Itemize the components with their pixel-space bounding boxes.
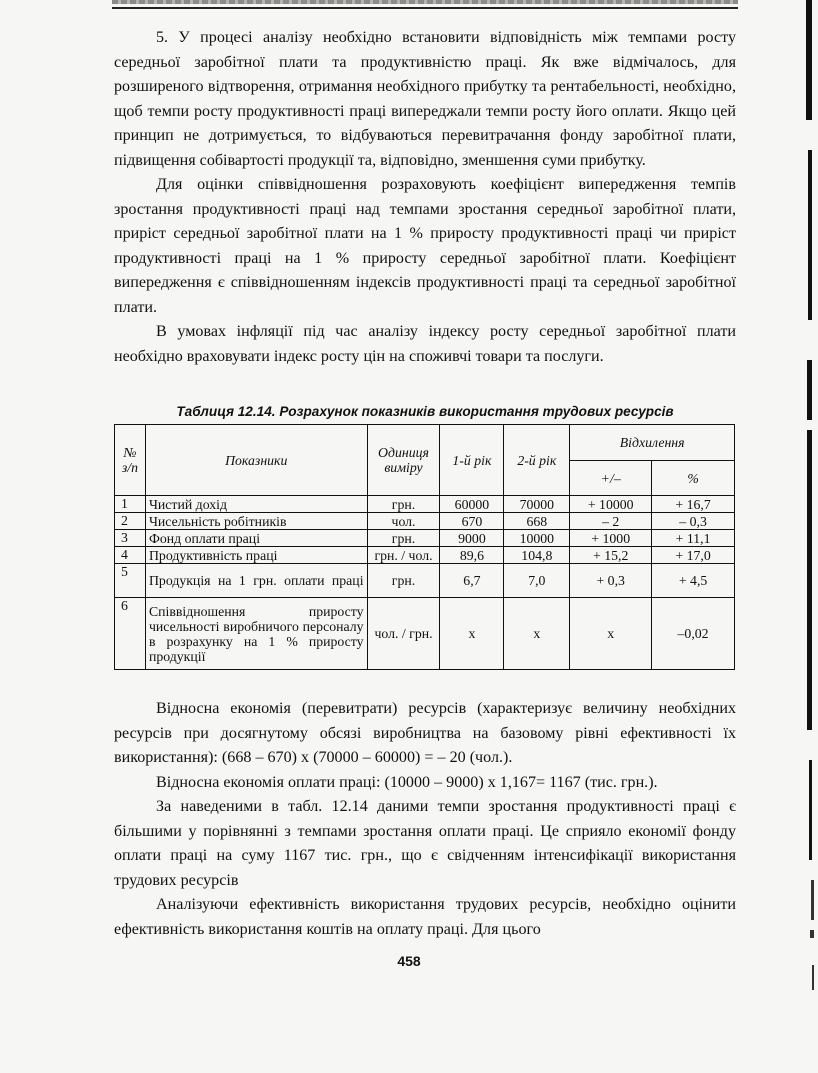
- cell-num: 5: [115, 564, 146, 598]
- cell-indicator: Фонд оплати праці: [145, 530, 367, 547]
- cell-indicator: Продукція на 1 грн. оплати праці: [145, 564, 367, 598]
- cell-indicator: Співвідношення приросту чисельності виробничого персоналу в розрахунку на 1 % приросту продукції: [145, 598, 367, 670]
- paragraph: Відносна економія (перевитрати) ресурсів (характеризує величину необхідних ресурсів при досягнутому обсязі виробництва на базовому рівні ефективності їх використання): (668 – 670) х (70000 – 60000) = – 20 (чол.).: [114, 700, 736, 766]
- cell-dev-pct: – 0,3: [652, 513, 735, 530]
- cell-num: 4: [115, 547, 146, 564]
- body-text-bottom: [114, 697, 736, 942]
- paragraph: В умовах інфляції під час аналізу індексу росту середньої заробітної плати необхідно враховувати індекс росту цін на споживчі товари та послуги.: [114, 323, 736, 365]
- header-year2: 2-й рік: [504, 425, 570, 496]
- cell-unit: грн.: [367, 496, 440, 513]
- cell-num: 3: [115, 530, 146, 547]
- header-unit: Одиниця виміру: [367, 425, 440, 496]
- table-row: [115, 530, 735, 547]
- header-year1: 1-й рік: [440, 425, 504, 496]
- table-row: [115, 547, 735, 564]
- cell-unit: чол.: [367, 513, 440, 530]
- body-text-top: [114, 26, 736, 369]
- cell-dev-pct: + 17,0: [652, 547, 735, 564]
- cell-dev-abs: + 10000: [570, 496, 652, 513]
- header-dev-abs: +/–: [570, 461, 652, 496]
- cell-dev-abs: х: [570, 598, 652, 670]
- cell-year1: 6,7: [440, 564, 504, 598]
- paragraph: Відносна економія оплати праці: (10000 – 9000) х 1,167= 1167 (тис. грн.).: [156, 773, 658, 791]
- cell-dev-pct: –0,02: [652, 598, 735, 670]
- cell-year1: 9000: [440, 530, 504, 547]
- cell-unit: грн.: [367, 530, 440, 547]
- cell-year2: 10000: [504, 530, 570, 547]
- cell-year1: 60000: [440, 496, 504, 513]
- paragraph: 5. У процесі аналізу необхідно встановити відповідність між темпами росту середньої заробітної плати та продуктивністю праці. Як вже відмічалось, для розширеного відтворення, отримання необхідного прибутку та рентабельності, необхідно, щоб темпи росту продуктивності праці випереджали темпи росту його оплати. Якщо цей принцип не дотримується, то відбуваються перевитрачання фонду заробітної плати, підвищення собівартості продукції та, відповідно, зменшення суми прибутку.: [114, 29, 736, 169]
- table-row: [115, 496, 735, 513]
- header-rule: [112, 7, 738, 9]
- cell-year1: х: [440, 598, 504, 670]
- cell-dev-abs: + 1000: [570, 530, 652, 547]
- table-row: [115, 513, 735, 530]
- page-number: 458: [397, 953, 421, 969]
- cell-year2: х: [504, 598, 570, 670]
- scan-binding-edge: [798, 0, 818, 1073]
- cell-year2: 7,0: [504, 564, 570, 598]
- cell-num: 2: [115, 513, 146, 530]
- cell-indicator: Чисельність робітників: [145, 513, 367, 530]
- running-header-cropped: [112, 0, 738, 4]
- cell-dev-abs: + 15,2: [570, 547, 652, 564]
- cell-year2: 70000: [504, 496, 570, 513]
- cell-unit: грн.: [367, 564, 440, 598]
- cell-year2: 668: [504, 513, 570, 530]
- header-indicator: Показники: [145, 425, 367, 496]
- cell-dev-abs: – 2: [570, 513, 652, 530]
- table-title: Таблиця 12.14. Розрахунок показників використання трудових ресурсів: [176, 404, 674, 419]
- header-deviation: Відхилення: [570, 425, 735, 461]
- cell-dev-abs: + 0,3: [570, 564, 652, 598]
- cell-dev-pct: + 16,7: [652, 496, 735, 513]
- cell-dev-pct: + 11,1: [652, 530, 735, 547]
- cell-num: 6: [115, 598, 146, 670]
- cell-year1: 89,6: [440, 547, 504, 564]
- cell-unit: грн. / чол.: [367, 547, 440, 564]
- cell-indicator: Продуктивність праці: [145, 547, 367, 564]
- cell-unit: чол. / грн.: [367, 598, 440, 670]
- table-row: [115, 598, 735, 670]
- cell-indicator: Чистий дохід: [145, 496, 367, 513]
- paragraph: За наведеними в табл. 12.14 даними темпи зростання продуктивності праці є більшими у порівнянні з темпами зростання оплати праці. Це сприяло економії фонду оплати праці на суму 1167 тис. грн., що є свідченням інтенсифікації використання трудових ресурсів: [114, 798, 736, 889]
- cell-num: 1: [115, 496, 146, 513]
- paragraph: Аналізуючи ефективність використання трудових ресурсів, необхідно оцінити ефективність використання коштів на оплату праці. Для цього: [114, 896, 736, 938]
- header-dev-pct: %: [652, 461, 735, 496]
- paragraph: Для оцінки співвідношення розраховують коефіцієнт випередження темпів зростання продуктивності праці над темпами зростання середньої заробітної плати, приріст середньої заробітної плати на 1 % приросту продуктивності праці чи приріст продуктивності праці на 1 % приросту середньої заробітної плати. Коефіцієнт випередження є співвідношенням індексів продуктивності праці та середньої заробітної плати.: [114, 176, 736, 316]
- data-table: [114, 424, 735, 670]
- cell-year1: 670: [440, 513, 504, 530]
- cell-year2: 104,8: [504, 547, 570, 564]
- cell-dev-pct: + 4,5: [652, 564, 735, 598]
- header-num: № з/п: [115, 425, 146, 496]
- table-row: [115, 564, 735, 598]
